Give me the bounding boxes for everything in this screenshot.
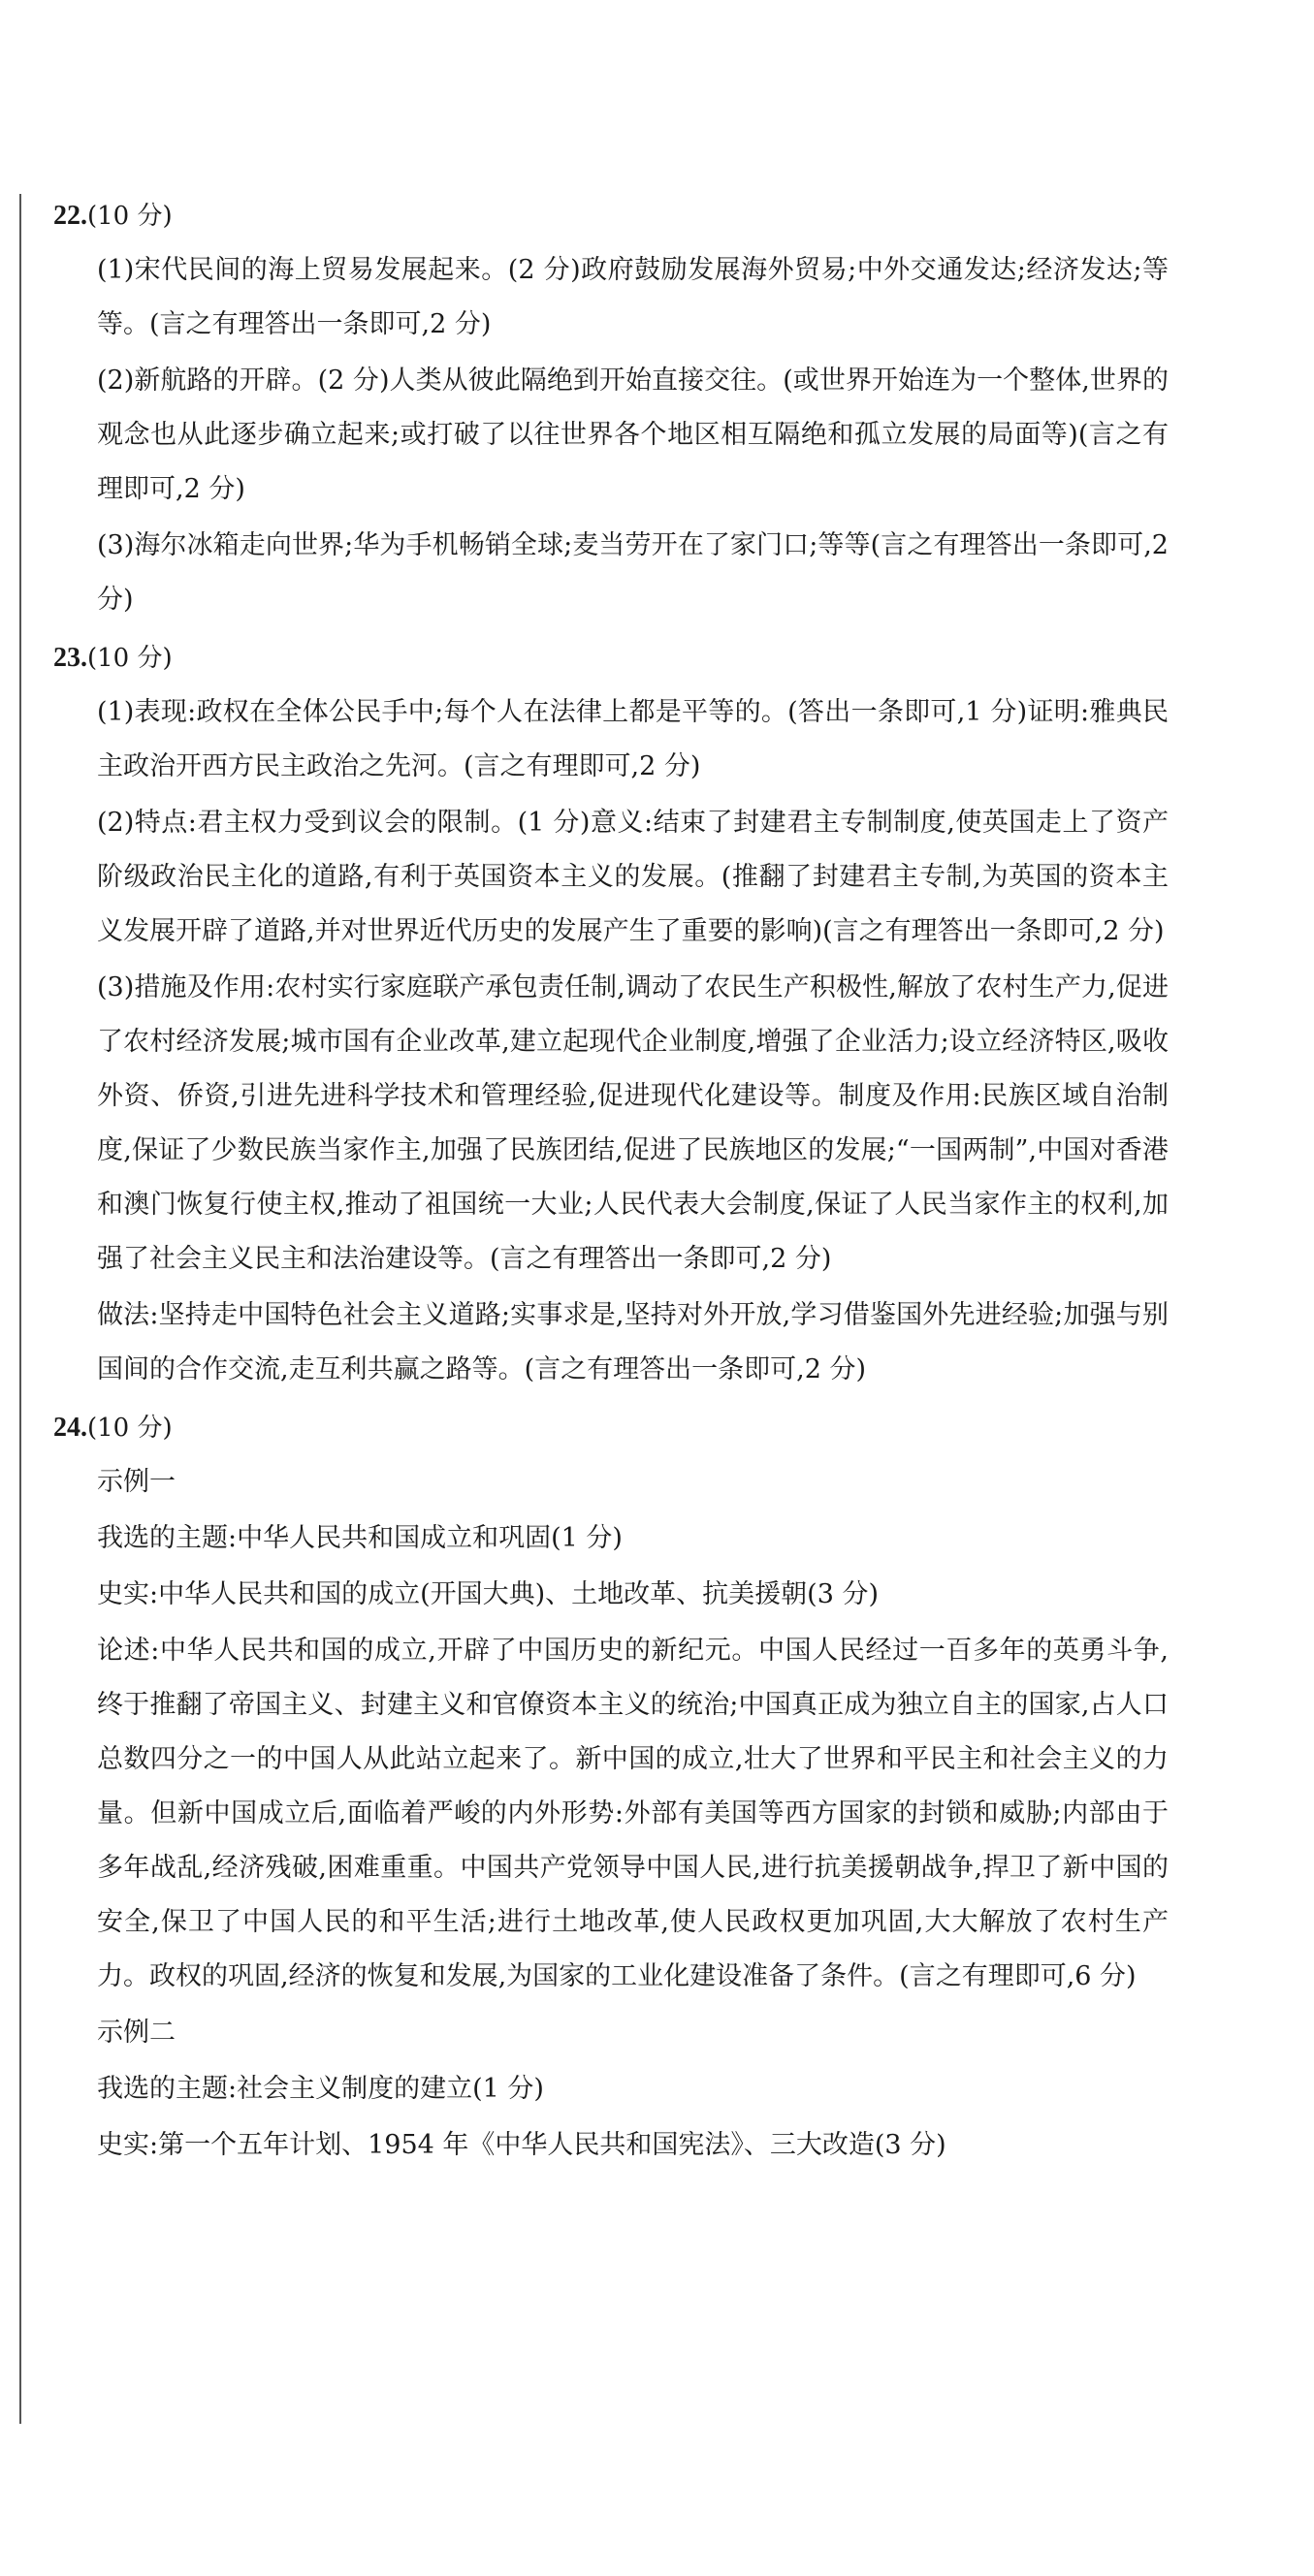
- question-number: 23.: [53, 643, 87, 673]
- question-header: [53, 189, 1266, 243]
- answer-paragraph: (3)海尔冰箱走向世界;华为手机畅销全球;麦当劳开在了家门口;等等(言之有理答出一条即可,2 分): [97, 530, 1169, 615]
- answer-paragraph: (1)表现:政权在全体公民手中;每个人在法律上都是平等的。(答出一条即可,1 分)证明:雅典民主政治开西方民主政治之先河。(言之有理即可,2 分): [97, 697, 1169, 781]
- question-23: [53, 631, 1266, 1397]
- answer-paragraph: 做法:坚持走中国特色社会主义道路;实事求是,坚持对外开放,学习借鉴国外先进经验;加强与别国间的合作交流,走互利共赢之路等。(言之有理答出一条即可,2 分): [97, 1300, 1169, 1384]
- answer-paragraph: 史实:中华人民共和国的成立(开国大典)、土地改革、抗美援朝(3 分): [97, 1579, 879, 1609]
- question-points: (10 分): [87, 202, 173, 231]
- answer-paragraph: (2)新航路的开辟。(2 分)人类从彼此隔绝到开始直接交往。(或世界开始连为一个整体,世界的观念也从此逐步确立起来;或打破了以往世界各个地区相互隔绝和孤立发展的局面等)(言之有理即可,2 分): [97, 366, 1169, 504]
- question-header: [53, 1401, 1266, 1455]
- question-number: 22.: [53, 201, 87, 231]
- question-22: [53, 189, 1266, 627]
- answer-paragraph: 我选的主题:社会主义制度的建立(1 分): [97, 2074, 544, 2104]
- question-points: (10 分): [87, 644, 173, 673]
- answer-paragraph: (2)特点:君主权力受到议会的限制。(1 分)意义:结束了封建君主专制制度,使英国走上了资产阶级政治民主化的道路,有利于英国资本主义的发展。(推翻了封建君主专制,为英国的资本主义发展开辟了道路,并对世界近代历史的发展产生了重要的影响)(言之有理答出一条即可,2 分): [97, 808, 1169, 946]
- answer-paragraph: 论述:中华人民共和国的成立,开辟了中国历史的新纪元。中国人民经过一百多年的英勇斗争,终于推翻了帝国主义、封建主义和官僚资本主义的统治;中国真正成为独立自主的国家,占人口总数四分之一的中国人从此站立起来了。新中国的成立,壮大了世界和平民主和社会主义的力量。但新中国成立后,面临着严峻的内外形势:外部有美国等西方国家的封锁和威胁;内部由于多年战乱,经济残破,困难重重。中国共产党领导中国人民,进行抗美援朝战争,捍卫了新中国的安全,保卫了中国人民的和平生活;进行土地改革,使人民政权更加巩固,大大解放了农村生产力。政权的巩固,经济的恢复和发展,为国家的工业化建设准备了条件。(言之有理即可,6 分): [97, 1636, 1169, 1991]
- answer-paragraph: 史实:第一个五年计划、1954 年《中华人民共和国宪法》、三大改造(3 分): [97, 2130, 946, 2160]
- example-label: 示例一: [97, 1467, 176, 1497]
- question-points: (10 分): [87, 1414, 173, 1443]
- answer-paragraph: (1)宋代民间的海上贸易发展起来。(2 分)政府鼓励发展海外贸易;中外交通发达;经济发达;等等。(言之有理答出一条即可,2 分): [97, 255, 1169, 339]
- margin-rule: [19, 194, 21, 2424]
- answer-paragraph: (3)措施及作用:农村实行家庭联产承包责任制,调动了农民生产积极性,解放了农村生产力,促进了农村经济发展;城市国有企业改革,建立起现代企业制度,增强了企业活力;设立经济特区,吸收外资、侨资,引进先进科学技术和管理经验,促进现代化建设等。制度及作用:民族区域自治制度,保证了少数民族当家作主,加强了民族团结,促进了民族地区的发展;“一国两制”,中国对香港和澳门恢复行使主权,推动了祖国统一大业;人民代表大会制度,保证了人民当家作主的权利,加强了社会主义民主和法治建设等。(言之有理答出一条即可,2 分): [97, 972, 1169, 1274]
- example-label: 示例二: [97, 2018, 176, 2048]
- question-number: 24.: [53, 1413, 87, 1443]
- question-24: [53, 1401, 1266, 2173]
- answer-paragraph: 我选的主题:中华人民共和国成立和巩固(1 分): [97, 1523, 623, 1553]
- answer-page: [53, 189, 1266, 2173]
- question-header: [53, 631, 1266, 685]
